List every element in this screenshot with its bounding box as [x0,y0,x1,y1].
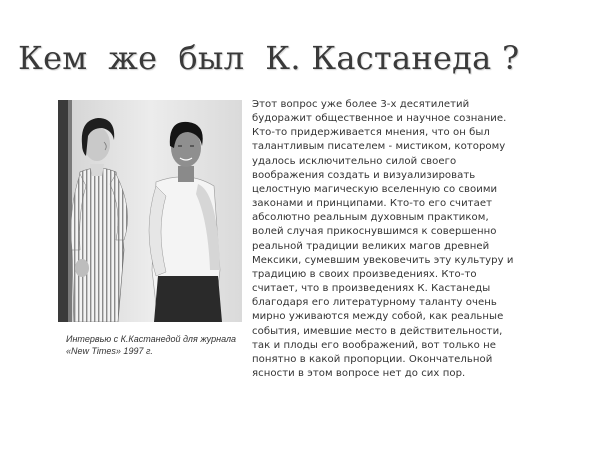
body-text: Этот вопрос уже более 3-х десятилетий будоражит общественное и научное сознание. Кто-то придерживается мнения, что он был талантливым писателем - мистиком, которому удалось исключительно силой своего воображения создать и визуализировать целостную магическую вселенную со своими законами и принципами. Кто-то его считает абсолютно реальным духовным практиком, волей случая прикоснувшимся к совершенно реальной традиции великих магов древней Мексики, сумевшим увековечить эту культуру и традицию в своих произведениях. Кто-то считает, что в произведениях К. Кастанеды благодаря его литературному таланту очень мирно уживаются между собой, как реальные события, имевшие место в действительности, так и плоды его воображений, вот только не понятно в какой пропорции. Окончательной ясности в этом вопросе нет до сих пор. [252,99,514,379]
photo-caption: Интервью с К.Кастанедой для журнала «New Times» 1997 г. [66,334,237,356]
interview-photo [58,100,242,322]
slide-title: Кем же был К. Кастанеда ? [18,39,520,77]
